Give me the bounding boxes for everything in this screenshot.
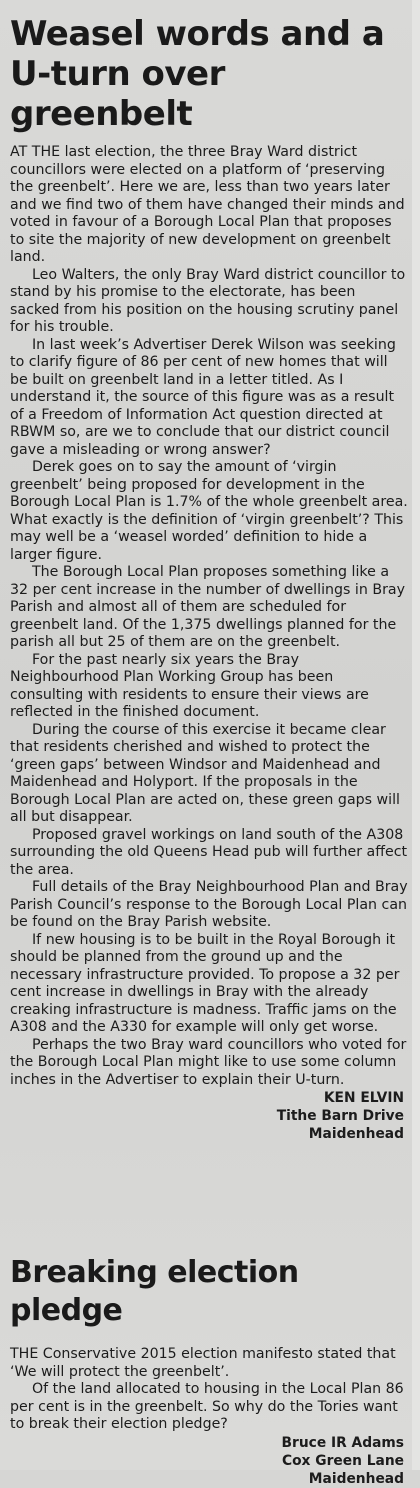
letter-headline: Breaking election pledge <box>10 1255 299 1328</box>
paragraph: AT THE last election, the three Bray Ward district councillors were elected on a platform of ‘preserving the greenbelt’. Here we are, less than two years later and we find two of them have changed their minds and voted in favour of a Borough Local Plan that proposes to site the majority of new development on greenbelt land. <box>10 144 405 265</box>
paragraph: For the past nearly six years the Bray Neighbourhood Plan Working Group has been consulting with residents to ensure their views are reflected in the finished document. <box>10 651 369 720</box>
paragraph: During the course of this exercise it became clear that residents cherished and wished to protect the ‘green gaps’ between Windsor and Maidenhead and Maidenhead and Holyport. If the proposals in the Borough Local Plan are acted on, these green gaps will all but disappear. <box>10 721 400 825</box>
letter-body <box>10 144 408 1089</box>
signature-town: Maidenhead <box>308 1126 404 1142</box>
paragraph: Derek goes on to say the amount of ‘virgin greenbelt’ being proposed for development in the Borough Local Plan is 1.7% of the whole greenbelt area. What exactly is the definition of ‘virgin greenbelt’? This may well be a ‘weasel worded’ definition to hide a larger figure. <box>10 459 408 563</box>
page-edge <box>412 0 420 1470</box>
letter-weasel-words <box>10 14 408 1143</box>
letter-election-pledge <box>10 1254 408 1488</box>
signature-street: Cox Green Lane <box>281 1452 404 1469</box>
headline-line-1: Weasel words and a <box>10 14 385 54</box>
headline-line-2: U-turn over greenbelt <box>10 54 225 134</box>
paragraph: Perhaps the two Bray ward councillors who voted for the Borough Local Plan might like to use some column inches in the Advertiser to explain their U-turn. <box>10 1036 407 1088</box>
paragraph: Of the land allocated to housing in the Local Plan 86 per cent is in the greenbelt. So why do the Tories want to break their election pledge? <box>10 1381 404 1432</box>
signature-town: Maidenhead <box>308 1470 404 1487</box>
paragraph: Proposed gravel workings on land south of the A308 surrounding the old Queens Head pub will further affect the area. <box>10 826 408 878</box>
letter-headline <box>10 14 408 134</box>
paragraph: The Borough Local Plan proposes something like a 32 per cent increase in the number of dwellings in Bray Parish and almost all of them are scheduled for greenbelt land. Of the 1,375 dwellings planned for the parish all but 25 of them are on the greenbelt. <box>10 564 406 650</box>
signature-name: KEN ELVIN <box>323 1090 404 1106</box>
signature <box>10 1434 404 1488</box>
paragraph: Full details of the Bray Neighbourhood Plan and Bray Parish Council’s response to the Borough Local Plan can be found on the Bray Parish website. <box>10 879 408 930</box>
letter-body <box>10 1346 408 1434</box>
paragraph: Leo Walters, the only Bray Ward district councillor to stand by his promise to the electorate, has been sacked from his position on the housing scrutiny panel for his trouble. <box>10 266 406 335</box>
paragraph: In last week’s Advertiser Derek Wilson was seeking to clarify figure of 86 per cent of new homes that will be built on greenbelt land in a letter titled. As I understand it, the source of this figure was as a result of a Freedom of Information Act question directed at RBWM so, are we to conclude that our district council gave a misleading or wrong answer? <box>10 336 396 458</box>
signature-name: Bruce IR Adams <box>281 1434 404 1451</box>
paragraph: If new housing is to be built in the Royal Borough it should be planned from the ground up and the necessary infrastructure provided. To propose a 32 per cent increase in dwellings in Bray with the already creaking infrastructure is madness. Traffic jams on the A308 and the A330 for example will only get worse. <box>10 931 400 1035</box>
paragraph: THE Conservative 2015 election manifesto stated that ‘We will protect the greenbelt’. <box>10 1346 396 1380</box>
signature-street: Tithe Barn Drive <box>276 1108 404 1124</box>
signature <box>10 1089 404 1143</box>
